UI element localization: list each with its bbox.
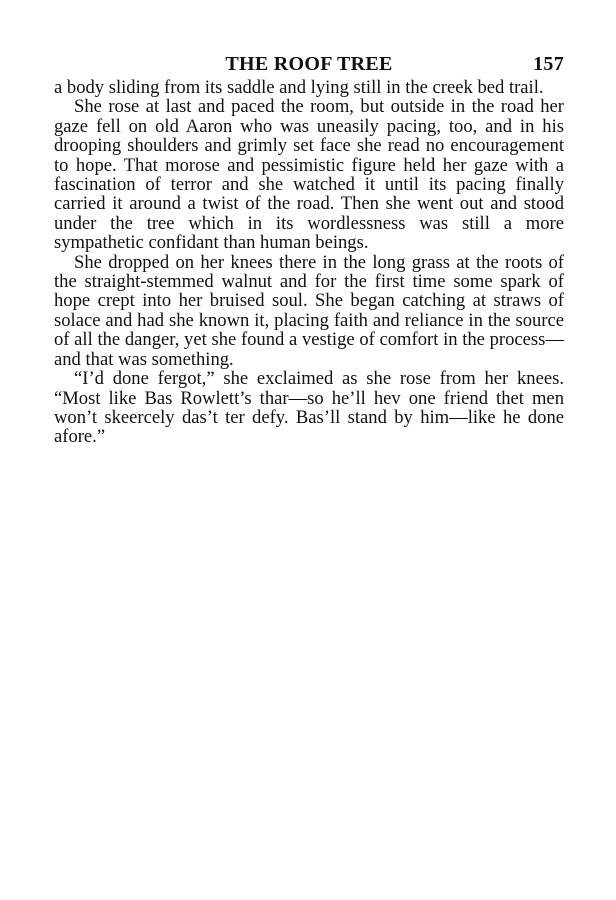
paragraph-dialogue: “I’d done fergot,” she exclaimed as she rose from her knees. “Most like Bas Rowlett’s thar—so he’ll hev one friend thet men won’t skeercely das’t ter defy. Bas’ll stand by him—like he done afore.” [54,368,564,448]
paragraph-continued: a body sliding from its saddle and lying still in the creek bed trail. [54,77,544,98]
paragraph: She dropped on her knees there in the long grass at the roots of the straight-stemmed walnut and for the first time some spark of hope crept into her bruised soul. She began catching at straws of solace and had she known it, placing faith and reliance in the source of all the danger, yet she found a vestige of comfort in the process—and that was something. [54,251,564,370]
running-head [54,50,564,78]
page-number: 157 [533,53,564,75]
book-page [54,50,564,447]
running-title: THE ROOF TREE [225,53,393,75]
body-text [54,78,564,447]
paragraph: She rose at last and paced the room, but outside in the road her gaze fell on old Aaron who was uneasily pacing, too, and in his drooping shoulders and grimly set face she read no encouragement to hope. That morose and pessimistic figure held her gaze with a fascination of terror and she watched it until its pacing finally carried it around a twist of the road. Then she went out and stood under the tree which in its wordlessness was still a more sympathetic confidant than human beings. [54,96,564,254]
